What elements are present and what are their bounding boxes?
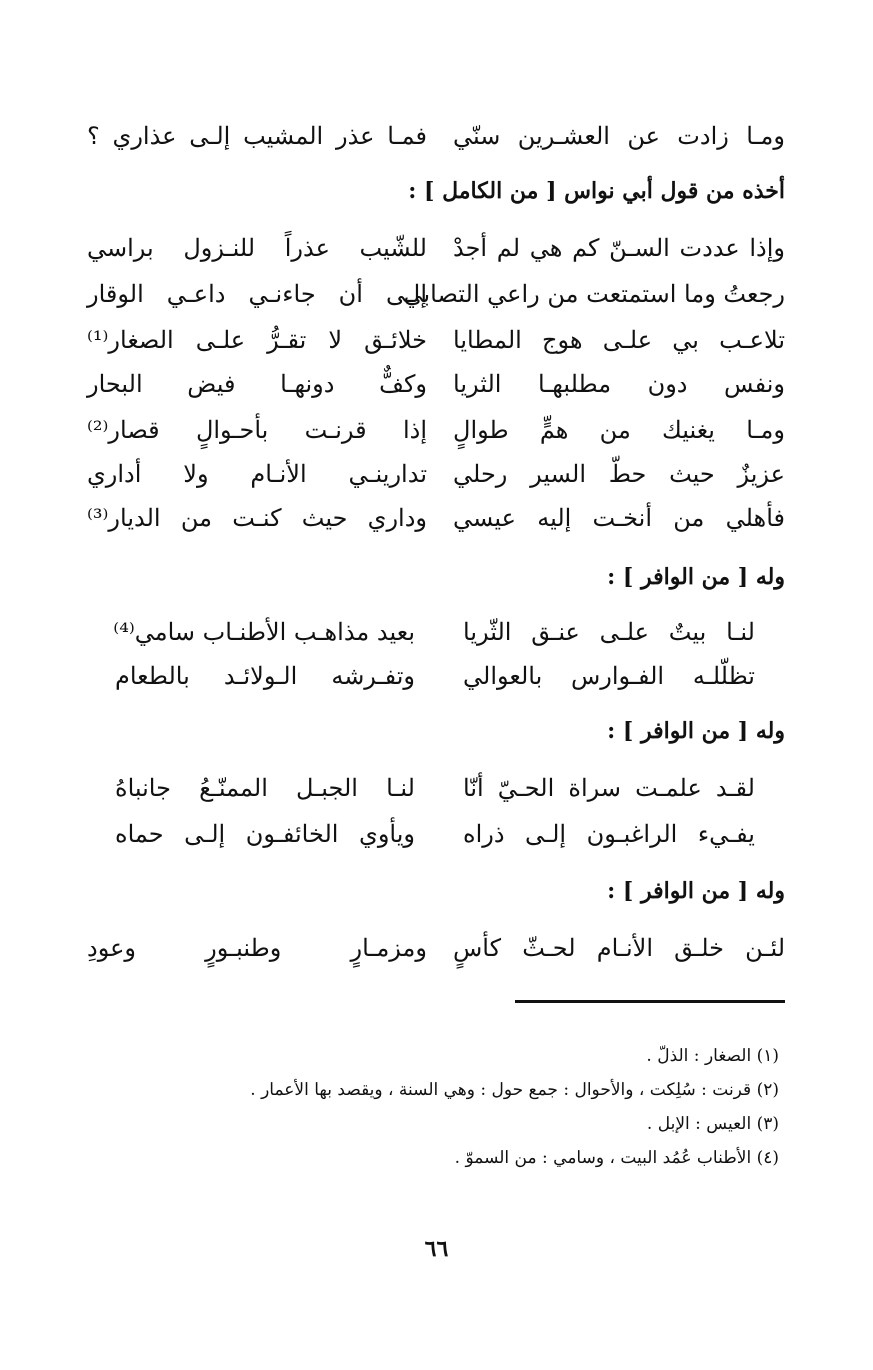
verse-line: [87, 318, 785, 362]
verse-line: [87, 362, 785, 406]
verse-first-hemistich: ونفس دون مطلبهـا الثريا: [453, 370, 785, 398]
verse-line: [87, 408, 785, 452]
verse-first-hemistich: ومـا زادت عن العشـرين سنّي: [453, 122, 785, 150]
footnote: (٢) قرنت : سُلِكت ، والأحوال : جمع حول : وهي السنة ، ويقصد بها الأعمار .: [250, 1080, 779, 1100]
section-heading: وله [ من الوافر ] :: [607, 564, 785, 590]
verse-second-hemistich: ومزمـارٍ وطنبـورٍ وعودِ: [87, 934, 427, 962]
verse-first-hemistich: تلاعـب بي علـى هوج المطايا: [453, 326, 785, 354]
verse-first-hemistich: عزيزٌ حيث حطّ السير رحلي: [453, 460, 785, 488]
footnote: (٣) العيس : الإبل .: [646, 1114, 779, 1134]
verse-second-hemistich: بعيد مذاهـب الأطنـاب سامي⁽⁴⁾: [113, 618, 415, 646]
section-heading: أخذه من قول أبي نواس [ من الكامل ] :: [408, 178, 785, 204]
verse-first-hemistich: تظلّلـه الفـوارس بالعوالي: [463, 662, 755, 690]
verse-first-hemistich: وإذا عددت السـنّ كم هي لم أجدْ: [453, 234, 785, 262]
verse-second-hemistich: للشّيب عذراً للنـزول براسي: [87, 234, 427, 262]
verse-second-hemistich: وتفـرشه الـولائـد بالطعام: [115, 662, 415, 690]
footnote: (١) الصغار : الذلّ .: [646, 1046, 779, 1066]
verse-first-hemistich: لئـن خلـق الأنـام لحـثّ كأسٍ: [453, 934, 785, 962]
section-heading: وله [ من الوافر ] :: [607, 718, 785, 744]
verse-line: [87, 452, 785, 496]
verse-line: [87, 226, 785, 270]
verse-second-hemistich: ويأوي الخائفـون إلـى حماه: [115, 820, 415, 848]
page-number: ٦٦: [424, 1236, 449, 1262]
verse-line: [115, 654, 755, 698]
verse-first-hemistich: ومـا يغنيك من همٍّ طوالٍ: [453, 416, 785, 444]
verse-second-hemistich: فمـا عذر المشيب إلـى عذاري ؟: [87, 122, 427, 150]
verse-first-hemistich: رجعتُ وما استمتعت من راعي التصابي: [403, 280, 785, 308]
footnote-separator: [515, 1000, 785, 1003]
verse-second-hemistich: إذا قرنـت بأحـوالٍ قصار⁽²⁾: [87, 416, 427, 444]
verse-second-hemistich: وكفٌّ دونهـا فيض البحار: [87, 370, 427, 398]
verse-line: [87, 496, 785, 540]
verse-second-hemistich: تدارينـي الأنـام ولا أداري: [87, 460, 427, 488]
verse-first-hemistich: لنـا بيتٌ علـى عنـق الثّريا: [463, 618, 755, 646]
verse-line: [115, 610, 755, 654]
section-heading: وله [ من الوافر ] :: [607, 878, 785, 904]
verse-second-hemistich: لنـا الجبـل الممنّـعُ جانباهُ: [115, 774, 415, 802]
verse-line: [87, 926, 785, 970]
verse-first-hemistich: يفـيء الراغبـون إلـى ذراه: [463, 820, 755, 848]
verse-line: [115, 766, 755, 810]
footnote: (٤) الأطناب عُمُد البيت ، وسامي : من السموّ .: [454, 1148, 779, 1168]
verse-first-hemistich: لقـد علمـت سراة الحـيّ أنّا: [463, 774, 755, 802]
verse-line: [87, 272, 785, 316]
verse-second-hemistich: إلـى أن جاءنـي داعـي الوقار: [87, 280, 427, 308]
verse-line: [115, 812, 755, 856]
verse-second-hemistich: وداري حيث كنـت من الديار⁽³⁾: [87, 504, 427, 532]
verse-first-hemistich: فأهلي من أنخـت إليه عيسي: [453, 504, 785, 532]
verse-second-hemistich: خلائـق لا تقـرُّ علـى الصغار⁽¹⁾: [87, 326, 427, 354]
verse-line: [87, 114, 785, 158]
